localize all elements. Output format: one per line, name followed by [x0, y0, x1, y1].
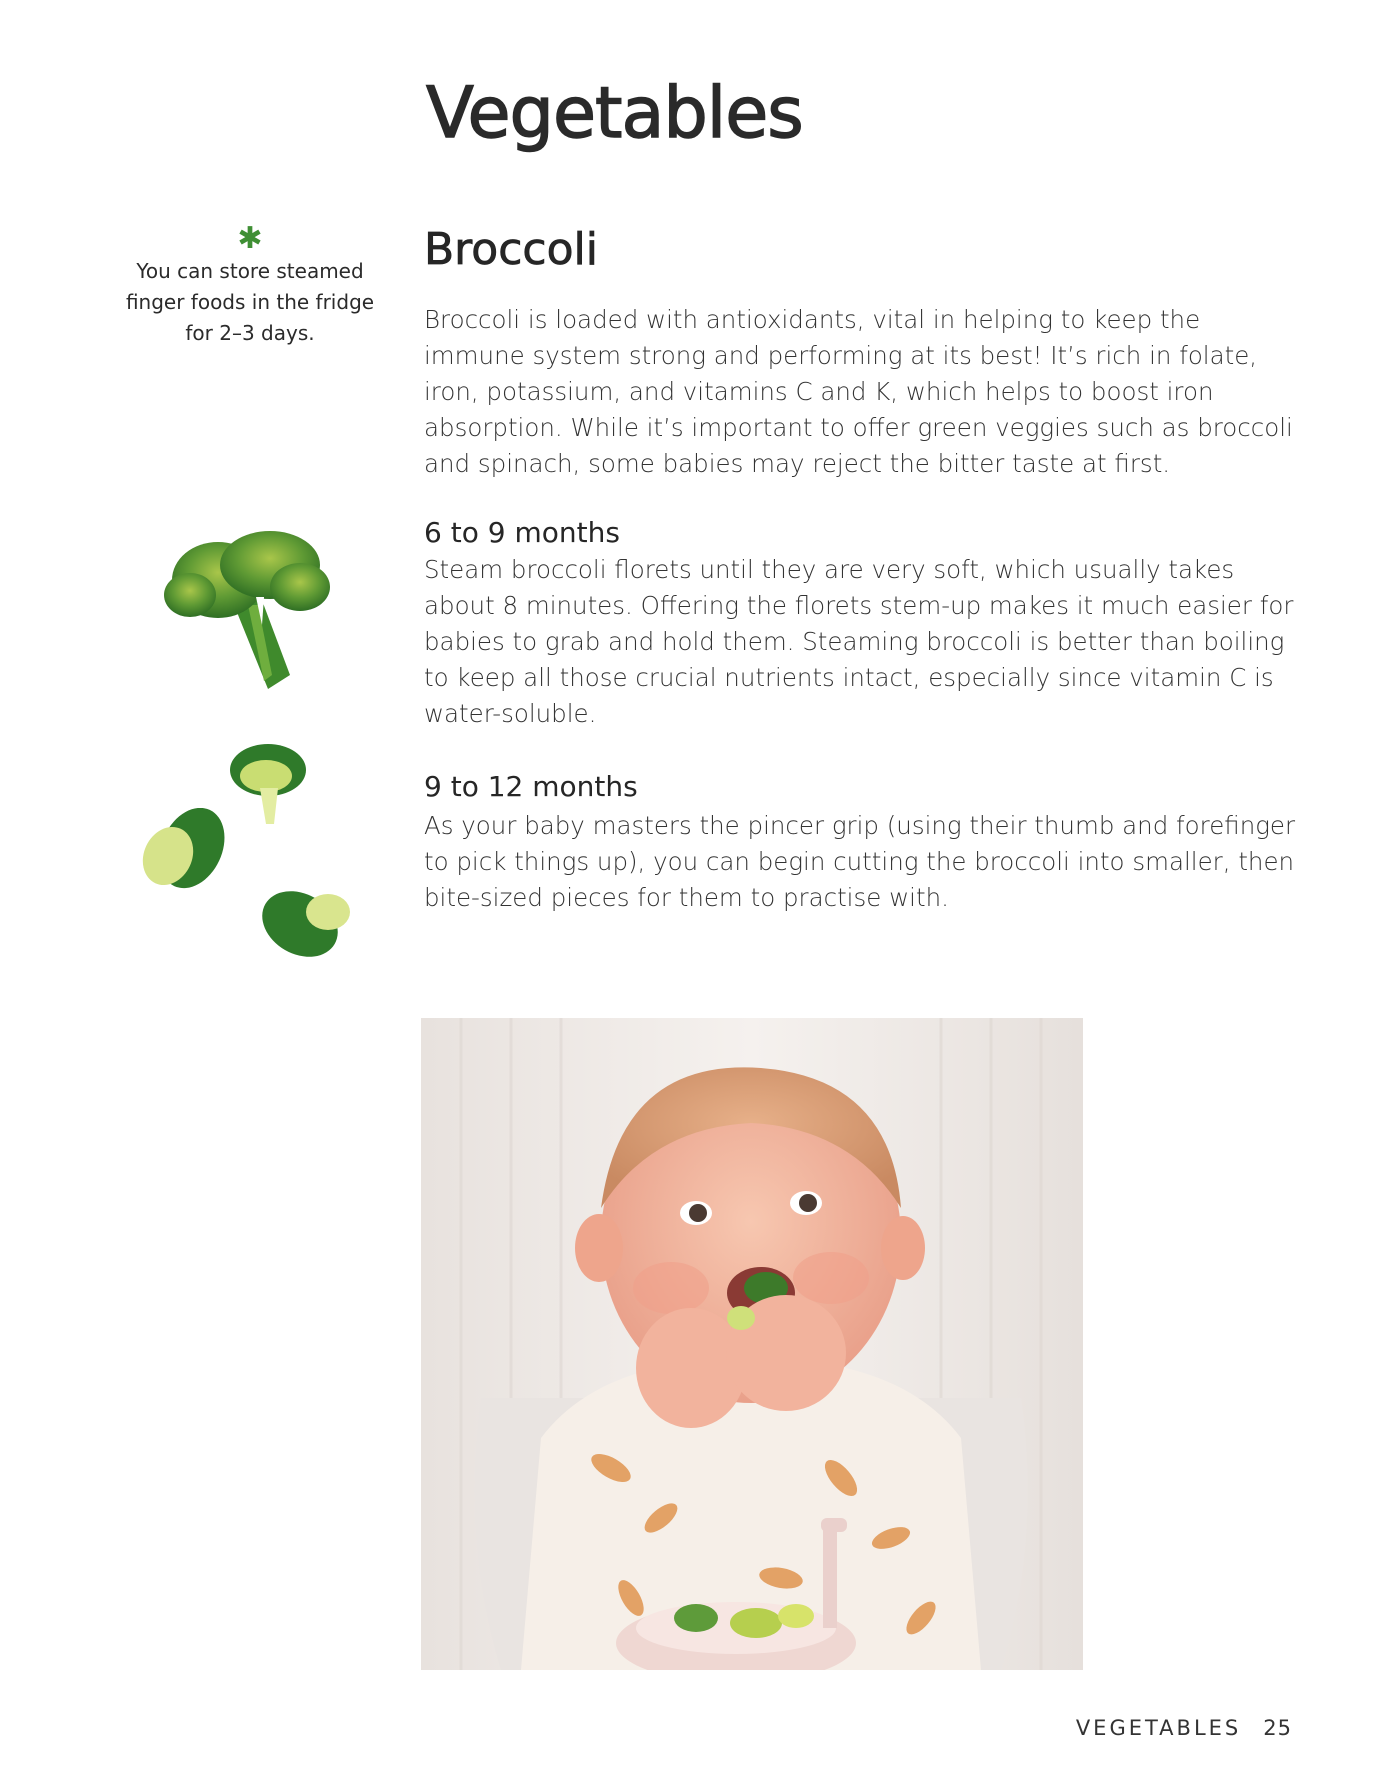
sidebar-note-text: You can store steamed finger foods in the fridge for 2–3 days.: [125, 259, 375, 345]
page-number: 25: [1263, 1716, 1292, 1740]
footer-section-label: VEGETABLES: [1075, 1716, 1242, 1740]
page-title: Vegetables: [426, 72, 803, 154]
paragraph-9-to-12-months: As your baby masters the pincer grip (using their thumb and forefinger to pick things up), you can begin cutting the broccoli into smaller, then bite-sized pieces for them to practise with.: [424, 811, 1296, 912]
asterisk-icon: ✱: [237, 221, 263, 256]
baby-eating-photo: [421, 1018, 1083, 1670]
subheading-9-to-12-months: 9 to 12 months: [424, 770, 638, 803]
page-footer: [1076, 1716, 1292, 1740]
intro-paragraph: Broccoli is loaded with antioxidants, vital in helping to keep the immune system strong and performing at its best! It’s rich in folate, iron, potassium, and vitamins C and K, which helps to boost iron absorption. While it’s important to offer green veggies such as broccoli and spinach, some babies may reject the bitter taste at first.: [424, 305, 1293, 478]
broccoli-floret-illustration: [136, 808, 226, 900]
paragraph-6-to-9-months: Steam broccoli florets until they are very soft, which usually takes about 8 minutes. Offering the florets stem-up makes it much easier for babies to grab and hold them. Steaming broccoli is better than boiling to keep all those crucial nutrients intact, especially since vitamin C is water-soluble.: [424, 555, 1294, 728]
subheading-6-to-9-months: 6 to 9 months: [424, 516, 620, 549]
broccoli-floret-illustration: [258, 876, 358, 968]
sidebar-note: [118, 222, 382, 349]
broccoli-stalk-illustration: [160, 525, 340, 693]
broccoli-floret-illustration: [226, 740, 312, 830]
section-heading: Broccoli: [424, 224, 598, 275]
